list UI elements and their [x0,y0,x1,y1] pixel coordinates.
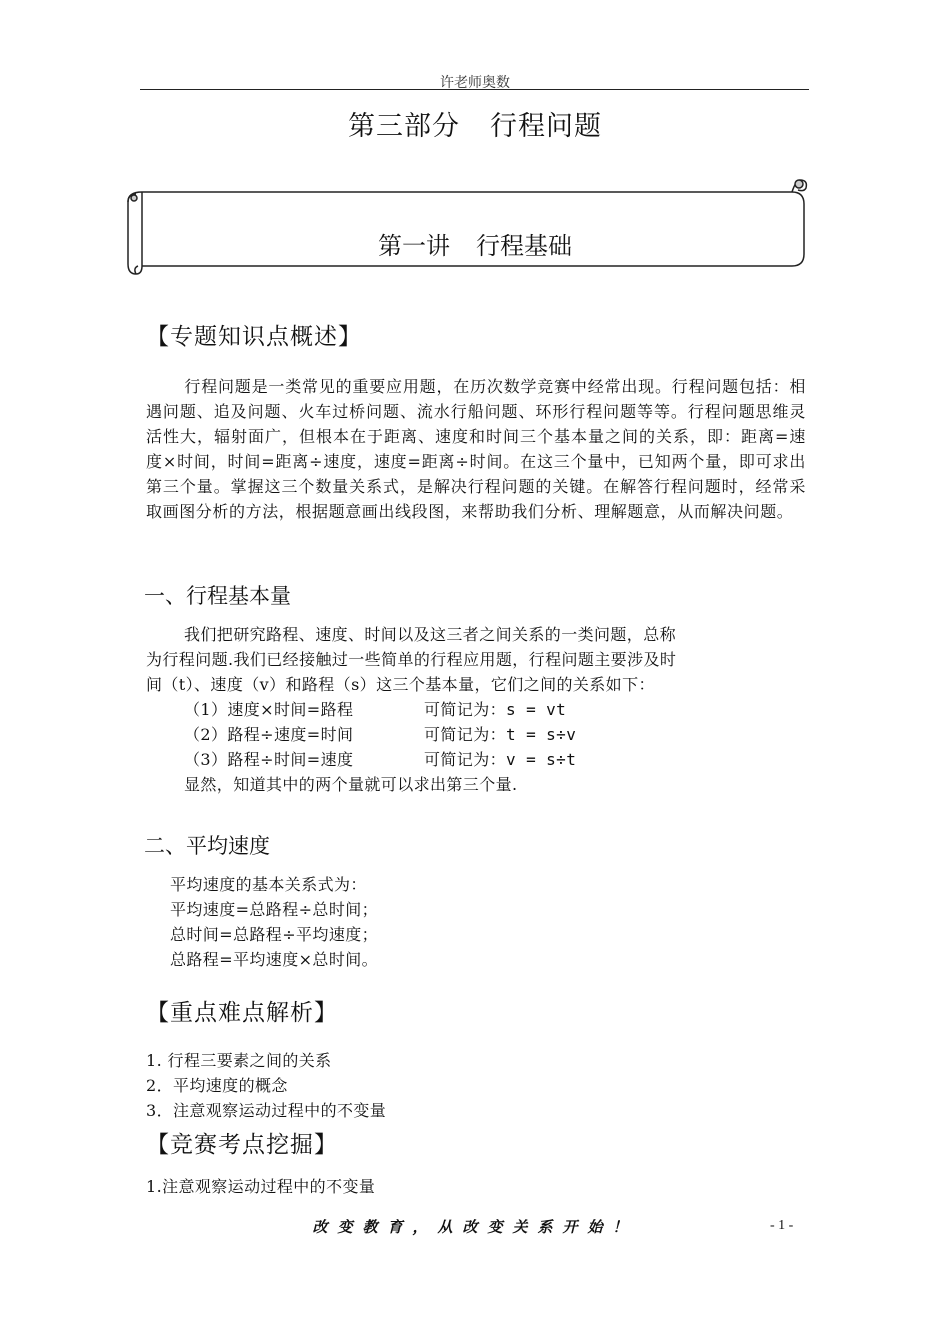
page-header: 许老师奥数 [440,75,510,91]
key-heading: 【重点难点解析】 [146,1000,338,1026]
basic-line-3: 间（t）、速度（v）和路程（s）这三个基本量，它们之间的关系如下： [146,675,655,694]
lecture-title [0,226,950,261]
overview-paragraph [146,374,806,524]
part-title-topic: 行程问题 [490,111,602,142]
formula-rule-1: （1）速度×时间=路程 [184,700,354,719]
overview-text: 行程问题是一类常见的重要应用题，在历次数学竞赛中经常出现。行程问题包括：相遇问题、追及问题、火车过桥问题、流水行船问题、环形行程问题等等。行程问题思维灵活性大，辐射面广，但根本在于距离、速度和时间三个基本量之间的关系，即：距离=速度×时间，时间=距离÷速度，速度=距离÷时间。在这三个量中，已知两个量，即可求出第三个量。掌握这三个数量关系式，是解决行程问题的关键。在解答行程问题时，经常采取画图分析的方法，根据题意画出线段图，来帮助我们分析、理解题意，从而解决问题。 [146,377,806,521]
avg-heading: 二、平均速度 [144,834,270,858]
lecture-title-topic: 行程基础 [476,232,572,260]
contest-heading: 【竞赛考点挖掘】 [146,1132,338,1158]
avg-line-4: 总路程=平均速度×总时间。 [170,950,379,969]
lecture-title-number: 第一讲 [378,232,450,260]
formula-short-3: 可简记为：v = s÷t [424,750,577,769]
formula-rule-3: （3）路程÷时间=速度 [184,750,354,769]
basic-heading: 一、行程基本量 [144,584,291,608]
page-number: - 1 - [770,1218,794,1233]
formula-row-1 [184,697,566,722]
header-rule [140,89,809,90]
part-title-number: 第三部分 [348,111,460,142]
formula-short-2: 可简记为：t = s÷v [424,725,577,744]
formula-row-2 [184,722,576,747]
formula-short-1: 可简记为：s = vt [424,700,567,719]
basic-line-1: 我们把研究路程、速度、时间以及这三者之间关系的一类问题，总称 [184,625,677,644]
formula-row-3 [184,747,576,772]
key-item-2: 2．平均速度的概念 [146,1076,288,1095]
basic-line-2: 为行程问题.我们已经接触过一些简单的行程应用题，行程问题主要涉及时 [146,650,677,669]
basic-conclusion: 显然，知道其中的两个量就可以求出第三个量. [184,775,518,794]
footer-slogan: 改变教育，从改变关系开始！ [312,1218,638,1236]
avg-line-2: 平均速度=总路程÷总时间； [170,900,379,919]
key-item-3: 3．注意观察运动过程中的不变量 [146,1101,387,1120]
contest-item-1: 1.注意观察运动过程中的不变量 [146,1177,376,1196]
part-title [0,104,950,143]
avg-line-3: 总时间=总路程÷平均速度； [170,925,379,944]
formula-rule-2: （2）路程÷速度=时间 [184,725,354,744]
key-item-1: 1. 行程三要素之间的关系 [146,1051,332,1070]
avg-line-1: 平均速度的基本关系式为： [170,875,367,894]
overview-heading: 【专题知识点概述】 [146,324,362,350]
